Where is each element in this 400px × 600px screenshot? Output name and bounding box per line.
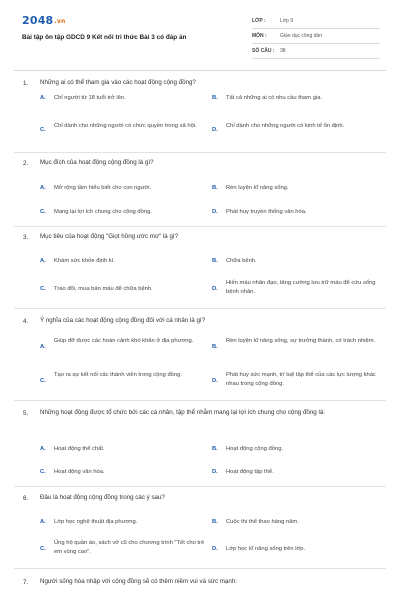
option-letter: D.: [212, 469, 218, 475]
question-divider: [14, 226, 386, 227]
option-text: Lớp học nghệ thuật địa phương.: [54, 519, 138, 525]
question-text: Ý nghĩa của các hoạt động cộng đồng đối với cá nhân là gì?: [40, 317, 206, 324]
option-letter: A.: [40, 258, 46, 264]
site-logo[interactable]: [22, 14, 65, 27]
question-text: Mục tiêu của hoạt động "Giọt hồng ước mơ" là gì?: [40, 233, 179, 240]
option-letter: D.: [212, 286, 218, 292]
question-divider: [14, 400, 386, 401]
option-letter: D.: [212, 378, 218, 384]
meta-key: MÔN :: [252, 33, 267, 39]
option-text: Chỉ dành cho những người có chức quyền trong xã hội.: [54, 123, 197, 129]
option-letter: B.: [212, 258, 218, 264]
option-letter: D.: [212, 546, 218, 552]
option-text: Hoạt động thể chất.: [54, 446, 105, 452]
option-text: Trao đổi, mua bán máu để chữa bệnh.: [54, 286, 153, 292]
question-number: 6.: [23, 495, 29, 502]
option-text: Tạo ra sự kết nối các thành viên trong cộng đồng.: [54, 372, 182, 378]
option-letter: C.: [40, 127, 46, 133]
question-divider: [14, 308, 386, 309]
option-text: Chỉ dành cho những người có kinh tế ổn định.: [226, 123, 345, 129]
option-text: Rèn luyện kĩ năng sống, sự trưởng thành, có trách nhiệm.: [226, 338, 376, 344]
document-header: [22, 14, 382, 64]
question-text: Người sống hòa nhập với cộng đồng sẽ có thêm niềm vui và sức mạnh:: [40, 578, 237, 585]
option-text: Cuộc thi thể thao hàng năm.: [226, 519, 299, 525]
option-text: Chỉ người từ 18 tuổi trở lên.: [54, 95, 126, 101]
option-letter: A.: [40, 95, 46, 101]
option-letter: C.: [40, 378, 46, 384]
meta-key: LỚP :: [252, 18, 266, 24]
option-letter: B.: [212, 519, 218, 525]
meta-value: Lớp 9: [280, 18, 294, 24]
option-letter: A.: [40, 446, 46, 452]
option-text: Hiến máu nhân đạo, tăng cường lưu trữ máu để cứu sống bệnh nhân.: [226, 280, 376, 295]
question-number: 2.: [23, 160, 29, 167]
question-text: Mục đích của hoạt động cộng đồng là gì?: [40, 159, 154, 166]
question-number: 4.: [23, 318, 29, 325]
document-title: Bài tập ôn tập GDCD 9 Kết nối tri thức Bài 3 có đáp án: [22, 34, 187, 41]
question-text: Đâu là hoạt động cộng đồng trong các ý sau?: [40, 494, 165, 501]
meta-key: SỐ CÂU :: [252, 48, 275, 54]
meta-row-subject: [252, 29, 380, 44]
option-letter: B.: [212, 95, 218, 101]
meta-row-count: [252, 44, 380, 59]
question-divider: [14, 486, 386, 487]
logo-suffix: .vn: [54, 18, 66, 25]
question-number: 1.: [23, 80, 29, 87]
option-letter: C.: [40, 209, 46, 215]
question-number: 3.: [23, 234, 29, 241]
option-letter: B.: [212, 446, 218, 452]
option-text: Rèn luyện kĩ năng sống.: [226, 185, 289, 191]
option-text: Tất cả những ai có nhu cầu tham gia.: [226, 95, 323, 101]
meta-value: Giáo dục công dân: [280, 33, 322, 39]
option-text: Mang lại lợi ích chung cho cộng đồng.: [54, 209, 152, 215]
meta-table: [252, 14, 380, 59]
option-text: Hoạt động cộng đồng.: [226, 446, 284, 452]
question-divider: [14, 152, 386, 153]
option-text: Hoạt động tập thể.: [226, 469, 274, 475]
option-text: Chữa bệnh.: [226, 258, 257, 264]
option-text: Ủng hộ quần áo, sách vở cũ cho chương trình "Tết cho trẻ em vùng cao".: [54, 540, 205, 555]
option-letter: C.: [40, 469, 46, 475]
question-text: Những hoạt động được tổ chức bởi các cá nhân, tập thể nhằm mang lại lợi ích chung cho cộng đồng là:: [40, 409, 325, 416]
header-divider: [14, 70, 386, 71]
option-text: Phát huy sức mạnh, trí tuệ tập thể của các lực lượng khác nhau trong cộng đồng.: [226, 372, 376, 387]
option-letter: A.: [40, 185, 46, 191]
option-text: Hoạt động văn hóa.: [54, 469, 105, 475]
logo-main: 2048: [22, 14, 54, 27]
option-letter: A.: [40, 344, 46, 350]
option-text: Mở rộng tầm hiểu biết cho con người.: [54, 185, 152, 191]
option-letter: A.: [40, 519, 46, 525]
option-text: Lớp học kĩ năng sống trên lớp.: [226, 546, 306, 552]
option-letter: C.: [40, 546, 46, 552]
option-letter: C.: [40, 286, 46, 292]
option-text: Giúp đỡ được các hoàn cảnh khó khăn ở địa phương.: [54, 338, 194, 344]
option-letter: D.: [212, 127, 218, 133]
question-number: 5.: [23, 410, 29, 417]
meta-row-class: [252, 14, 380, 29]
meta-value: 38: [280, 48, 286, 54]
option-text: Phát huy truyền thống văn hóa.: [226, 209, 307, 215]
option-letter: B.: [212, 185, 218, 191]
option-letter: D.: [212, 209, 218, 215]
option-letter: B.: [212, 344, 218, 350]
option-text: Khám sức khỏe định kì.: [54, 258, 115, 264]
question-text: Những ai có thể tham gia vào các hoạt động cộng đồng?: [40, 79, 196, 86]
question-divider: [14, 568, 386, 569]
question-number: 7.: [23, 579, 29, 586]
